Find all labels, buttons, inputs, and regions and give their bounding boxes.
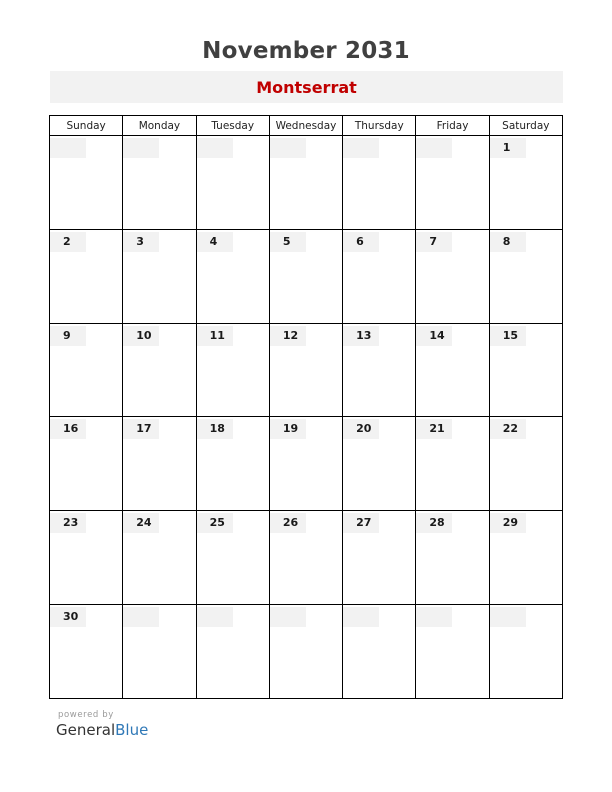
day-cell xyxy=(50,229,123,323)
day-cell xyxy=(269,417,342,511)
day-number: 29 xyxy=(490,513,526,533)
day-cell xyxy=(416,136,489,230)
country-banner xyxy=(50,71,563,103)
country-name: Montserrat xyxy=(256,77,357,97)
day-number xyxy=(270,138,306,158)
weekday-header-row xyxy=(50,116,563,136)
day-cell xyxy=(196,323,269,417)
day-cell xyxy=(123,323,196,417)
day-number: 19 xyxy=(270,419,306,439)
day-cell xyxy=(123,229,196,323)
day-cell xyxy=(416,511,489,605)
day-number: 15 xyxy=(490,326,526,346)
day-cell xyxy=(196,136,269,230)
day-cell xyxy=(50,136,123,230)
day-cell xyxy=(489,323,562,417)
day-number: 21 xyxy=(416,419,452,439)
day-cell xyxy=(196,417,269,511)
day-cell xyxy=(416,323,489,417)
day-cell xyxy=(489,417,562,511)
day-number: 17 xyxy=(123,419,159,439)
week-row xyxy=(50,229,563,323)
weekday-header: Saturday xyxy=(489,116,562,136)
day-cell xyxy=(123,511,196,605)
day-cell xyxy=(123,136,196,230)
day-number: 1 xyxy=(490,138,526,158)
weekday-header: Thursday xyxy=(343,116,416,136)
day-number xyxy=(123,607,159,627)
day-number: 13 xyxy=(343,326,379,346)
calendar-title: November 2031 xyxy=(202,38,410,64)
day-number: 9 xyxy=(50,326,86,346)
day-cell xyxy=(269,229,342,323)
day-number: 2 xyxy=(50,232,86,252)
day-number xyxy=(416,607,452,627)
day-number xyxy=(50,138,86,158)
day-cell xyxy=(343,323,416,417)
day-number: 30 xyxy=(50,607,86,627)
day-cell xyxy=(123,605,196,699)
day-number xyxy=(343,607,379,627)
day-cell xyxy=(50,511,123,605)
day-number: 28 xyxy=(416,513,452,533)
brand-blue-text: Blue xyxy=(115,721,149,739)
day-number: 3 xyxy=(123,232,159,252)
day-cell xyxy=(416,417,489,511)
day-number: 16 xyxy=(50,419,86,439)
day-number: 6 xyxy=(343,232,379,252)
day-number: 14 xyxy=(416,326,452,346)
day-number xyxy=(343,138,379,158)
weekday-header: Tuesday xyxy=(196,116,269,136)
day-cell xyxy=(489,511,562,605)
day-number: 23 xyxy=(50,513,86,533)
day-cell xyxy=(343,229,416,323)
day-cell xyxy=(343,136,416,230)
brand-general-text: General xyxy=(56,721,116,739)
day-number: 18 xyxy=(197,419,233,439)
day-number xyxy=(416,138,452,158)
day-cell xyxy=(50,417,123,511)
day-number: 12 xyxy=(270,326,306,346)
day-cell xyxy=(489,605,562,699)
day-number xyxy=(270,607,306,627)
day-cell xyxy=(269,323,342,417)
day-number: 27 xyxy=(343,513,379,533)
day-cell xyxy=(123,417,196,511)
weekday-header: Wednesday xyxy=(269,116,342,136)
day-number: 7 xyxy=(416,232,452,252)
week-row xyxy=(50,511,563,605)
day-cell xyxy=(489,229,562,323)
week-row xyxy=(50,417,563,511)
weekday-header: Friday xyxy=(416,116,489,136)
footer-branding xyxy=(56,710,148,739)
day-cell xyxy=(489,136,562,230)
day-number: 22 xyxy=(490,419,526,439)
day-number: 5 xyxy=(270,232,306,252)
day-cell xyxy=(416,605,489,699)
week-row xyxy=(50,323,563,417)
day-cell xyxy=(196,511,269,605)
weekday-header: Monday xyxy=(123,116,196,136)
day-cell xyxy=(269,136,342,230)
brand-logo xyxy=(56,721,148,739)
day-number xyxy=(197,138,233,158)
day-cell xyxy=(343,605,416,699)
day-number xyxy=(123,138,159,158)
powered-by-text: powered by xyxy=(58,710,114,720)
day-number xyxy=(197,607,233,627)
day-cell xyxy=(196,605,269,699)
day-number: 11 xyxy=(197,326,233,346)
day-number: 10 xyxy=(123,326,159,346)
weekday-header: Sunday xyxy=(50,116,123,136)
day-cell xyxy=(50,605,123,699)
week-row xyxy=(50,136,563,230)
day-cell xyxy=(269,511,342,605)
calendar-grid xyxy=(49,115,563,699)
day-number xyxy=(490,607,526,627)
day-cell xyxy=(269,605,342,699)
day-cell xyxy=(50,323,123,417)
day-number: 8 xyxy=(490,232,526,252)
week-row xyxy=(50,605,563,699)
day-cell xyxy=(343,417,416,511)
day-number: 25 xyxy=(197,513,233,533)
day-cell xyxy=(416,229,489,323)
day-cell xyxy=(196,229,269,323)
day-number: 4 xyxy=(197,232,233,252)
day-number: 20 xyxy=(343,419,379,439)
day-cell xyxy=(343,511,416,605)
day-number: 26 xyxy=(270,513,306,533)
day-number: 24 xyxy=(123,513,159,533)
